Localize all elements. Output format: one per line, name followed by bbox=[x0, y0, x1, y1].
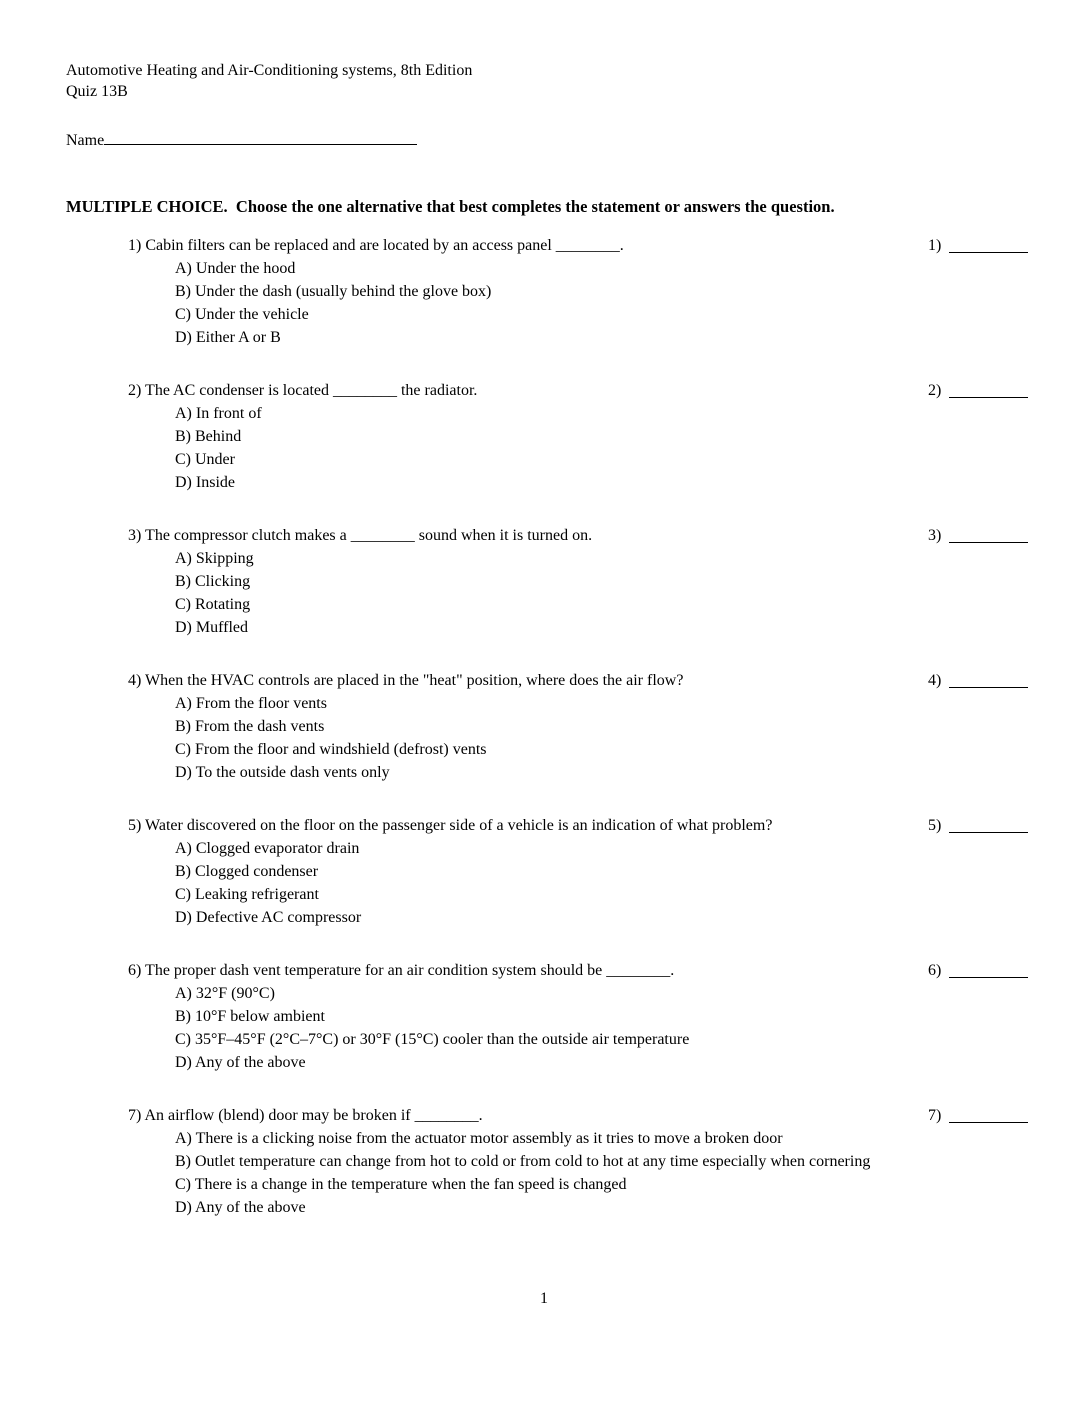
choice-item: A) There is a clicking noise from the actuator motor assembly as it tries to move a broken door bbox=[175, 1130, 783, 1147]
question-text: 7) An airflow (blend) door may be broken if ________. bbox=[128, 1107, 483, 1124]
choice-item: D) Inside bbox=[175, 474, 235, 491]
question-block bbox=[66, 1104, 1028, 1219]
choices-list bbox=[128, 402, 920, 494]
answer-area bbox=[928, 959, 1028, 982]
choice-item: B) Behind bbox=[175, 428, 242, 445]
choice-item: D) Muffled bbox=[175, 619, 249, 636]
choice-item: D) Either A or B bbox=[175, 329, 281, 346]
choice-item: B) Clogged condenser bbox=[175, 863, 319, 880]
question-text: 5) Water discovered on the floor on the passenger side of a vehicle is an indication of what problem? bbox=[128, 817, 773, 834]
answer-area bbox=[928, 379, 1028, 402]
choices-list bbox=[128, 547, 920, 639]
instructions-text: MULTIPLE CHOICE. Choose the one alternative that best completes the statement or answers the question. bbox=[66, 197, 835, 216]
question-block bbox=[66, 234, 1028, 349]
question-content bbox=[66, 234, 920, 349]
question-text: 4) When the HVAC controls are placed in the "heat" position, where does the air flow? bbox=[128, 672, 684, 689]
question-text: 6) The proper dash vent temperature for an air condition system should be ________. bbox=[128, 962, 675, 979]
choice-item: A) Skipping bbox=[175, 550, 254, 567]
answer-blank-line bbox=[949, 234, 1028, 253]
choice-item: C) From the floor and windshield (defrost) vents bbox=[175, 741, 487, 758]
doc-title: Automotive Heating and Air-Conditioning systems, 8th Edition bbox=[66, 62, 473, 79]
answer-blank-line bbox=[949, 524, 1028, 543]
doc-subtitle: Quiz 13B bbox=[66, 83, 128, 100]
answer-blank-line bbox=[949, 959, 1028, 978]
name-label: Name bbox=[66, 132, 105, 149]
choice-item: C) Under the vehicle bbox=[175, 306, 309, 323]
question-block bbox=[66, 669, 1028, 784]
answer-area bbox=[928, 1104, 1028, 1127]
name-row bbox=[66, 129, 1028, 152]
answer-area bbox=[928, 524, 1028, 547]
answer-number: 2) bbox=[928, 382, 942, 399]
choice-item: D) Defective AC compressor bbox=[175, 909, 362, 926]
question-block bbox=[66, 379, 1028, 494]
question-block bbox=[66, 814, 1028, 929]
choice-item: B) Clicking bbox=[175, 573, 251, 590]
choices-list bbox=[128, 837, 920, 929]
choice-item: C) Rotating bbox=[175, 596, 251, 613]
answer-number: 4) bbox=[928, 672, 942, 689]
choices-list bbox=[128, 982, 920, 1074]
question-text: 1) Cabin filters can be replaced and are located by an access panel ________. bbox=[128, 237, 624, 254]
page-number: 1 bbox=[540, 1290, 548, 1307]
answer-blank-line bbox=[949, 814, 1028, 833]
answer-blank-line bbox=[949, 379, 1028, 398]
answer-blank-line bbox=[949, 1104, 1028, 1123]
choice-item: D) Any of the above bbox=[175, 1199, 306, 1216]
choice-item: B) From the dash vents bbox=[175, 718, 325, 735]
answer-area bbox=[928, 669, 1028, 692]
question-content bbox=[66, 669, 920, 784]
answer-number: 7) bbox=[928, 1107, 942, 1124]
question-content bbox=[66, 1104, 920, 1219]
choice-item: D) Any of the above bbox=[175, 1054, 306, 1071]
answer-number: 6) bbox=[928, 962, 942, 979]
choices-list bbox=[128, 1127, 920, 1219]
choice-item: B) 10°F below ambient bbox=[175, 1008, 325, 1025]
choice-item: A) 32°F (90°C) bbox=[175, 985, 275, 1002]
choice-item: A) Clogged evaporator drain bbox=[175, 840, 360, 857]
choice-item: C) Under bbox=[175, 451, 235, 468]
choice-item: B) Under the dash (usually behind the glove box) bbox=[175, 283, 492, 300]
choice-item: C) There is a change in the temperature when the fan speed is changed bbox=[175, 1176, 627, 1193]
name-fill-line bbox=[104, 130, 417, 145]
question-text: 2) The AC condenser is located ________ the radiator. bbox=[128, 382, 478, 399]
answer-number: 5) bbox=[928, 817, 942, 834]
answer-number: 1) bbox=[928, 237, 942, 254]
choice-item: B) Outlet temperature can change from hot to cold or from cold to hot at any time especially when cornering bbox=[175, 1153, 871, 1170]
document-header bbox=[66, 60, 1028, 102]
question-text: 3) The compressor clutch makes a ________ sound when it is turned on. bbox=[128, 527, 593, 544]
question-block bbox=[66, 524, 1028, 639]
answer-blank-line bbox=[949, 669, 1028, 688]
question-content bbox=[66, 379, 920, 494]
choices-list bbox=[128, 692, 920, 784]
question-block bbox=[66, 959, 1028, 1074]
choices-list bbox=[128, 257, 920, 349]
choice-item: C) Leaking refrigerant bbox=[175, 886, 319, 903]
choice-item: A) From the floor vents bbox=[175, 695, 327, 712]
choice-item: D) To the outside dash vents only bbox=[175, 764, 390, 781]
question-content bbox=[66, 814, 920, 929]
question-content bbox=[66, 959, 920, 1074]
questions-list bbox=[66, 234, 1028, 1219]
choice-item: A) Under the hood bbox=[175, 260, 296, 277]
answer-number: 3) bbox=[928, 527, 942, 544]
answer-area bbox=[928, 814, 1028, 837]
answer-area bbox=[928, 234, 1028, 257]
choice-item: C) 35°F–45°F (2°C–7°C) or 30°F (15°C) cooler than the outside air temperature bbox=[175, 1031, 690, 1048]
question-content bbox=[66, 524, 920, 639]
choice-item: A) In front of bbox=[175, 405, 262, 422]
